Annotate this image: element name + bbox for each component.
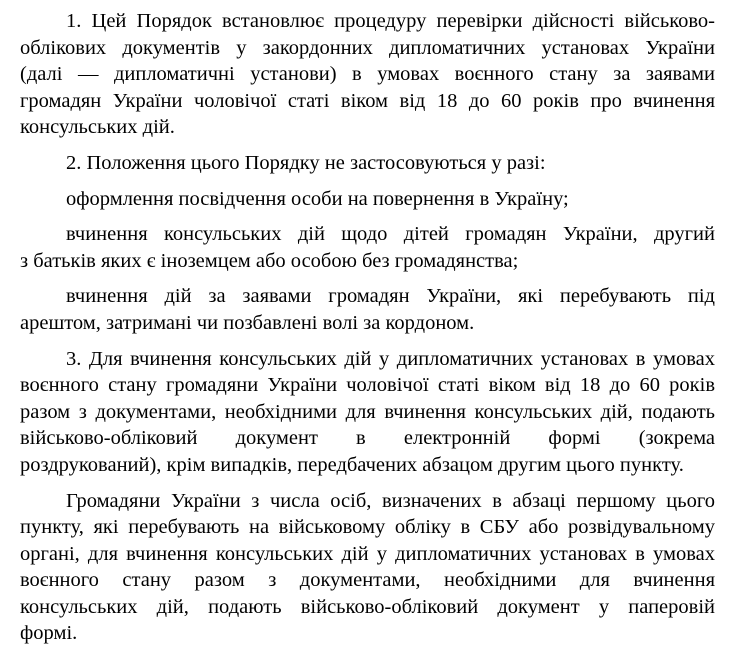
text-line: військово-обліковий документ в електронній формі (зокрема	[20, 425, 715, 452]
paragraph-6	[20, 346, 715, 479]
text-line: оформлення посвідчення особи на повернення в Україну;	[20, 186, 715, 213]
text-line: воєнного стану громадяни України чоловічої статі віком від 18 до 60 років	[20, 372, 715, 399]
text-line: 1. Цей Порядок встановлює процедуру перевірки дійсності військово-	[20, 8, 715, 35]
text-line: разом з документами, необхідними для вчинення консульських дій, подають	[20, 399, 715, 426]
text-line: облікових документів у закордонних дипломатичних установах України	[20, 35, 715, 62]
text-line: 3. Для вчинення консульських дій у дипломатичних установах в умовах	[20, 346, 715, 373]
paragraph-3	[20, 186, 715, 213]
text-line: воєнного стану разом з документами, необхідними для вчинення	[20, 567, 715, 594]
paragraph-1	[20, 8, 715, 141]
text-line: формі.	[20, 620, 715, 647]
text-line: органі, для вчинення консульських дій у дипломатичних установах в умовах	[20, 541, 715, 568]
text-line: вчинення дій за заявами громадян України, які перебувають під	[20, 283, 715, 310]
text-line: 2. Положення цього Порядку не застосовуються у разі:	[20, 150, 715, 177]
text-line: (далі — дипломатичні установи) в умовах воєнного стану за заявами	[20, 61, 715, 88]
text-line: з батьків яких є іноземцем або особою без громадянства;	[20, 248, 715, 275]
text-line: роздрукований), крім випадків, передбачених абзацом другим цього пункту.	[20, 452, 715, 479]
paragraph-2	[20, 150, 715, 177]
text-line: арештом, затримані чи позбавлені волі за кордоном.	[20, 310, 715, 337]
text-line: консульських дій, подають військово-обліковий документ у паперовій	[20, 594, 715, 621]
paragraph-7	[20, 488, 715, 647]
text-line: консульських дій.	[20, 114, 715, 141]
paragraph-4	[20, 221, 715, 274]
text-line: Громадяни України з числа осіб, визначених в абзаці першому цього	[20, 488, 715, 515]
text-line: вчинення консульських дій щодо дітей громадян України, другий	[20, 221, 715, 248]
paragraph-5	[20, 283, 715, 336]
text-line: пункту, які перебувають на військовому обліку в СБУ або розвідувальному	[20, 514, 715, 541]
text-line: громадян України чоловічої статі віком від 18 до 60 років про вчинення	[20, 88, 715, 115]
